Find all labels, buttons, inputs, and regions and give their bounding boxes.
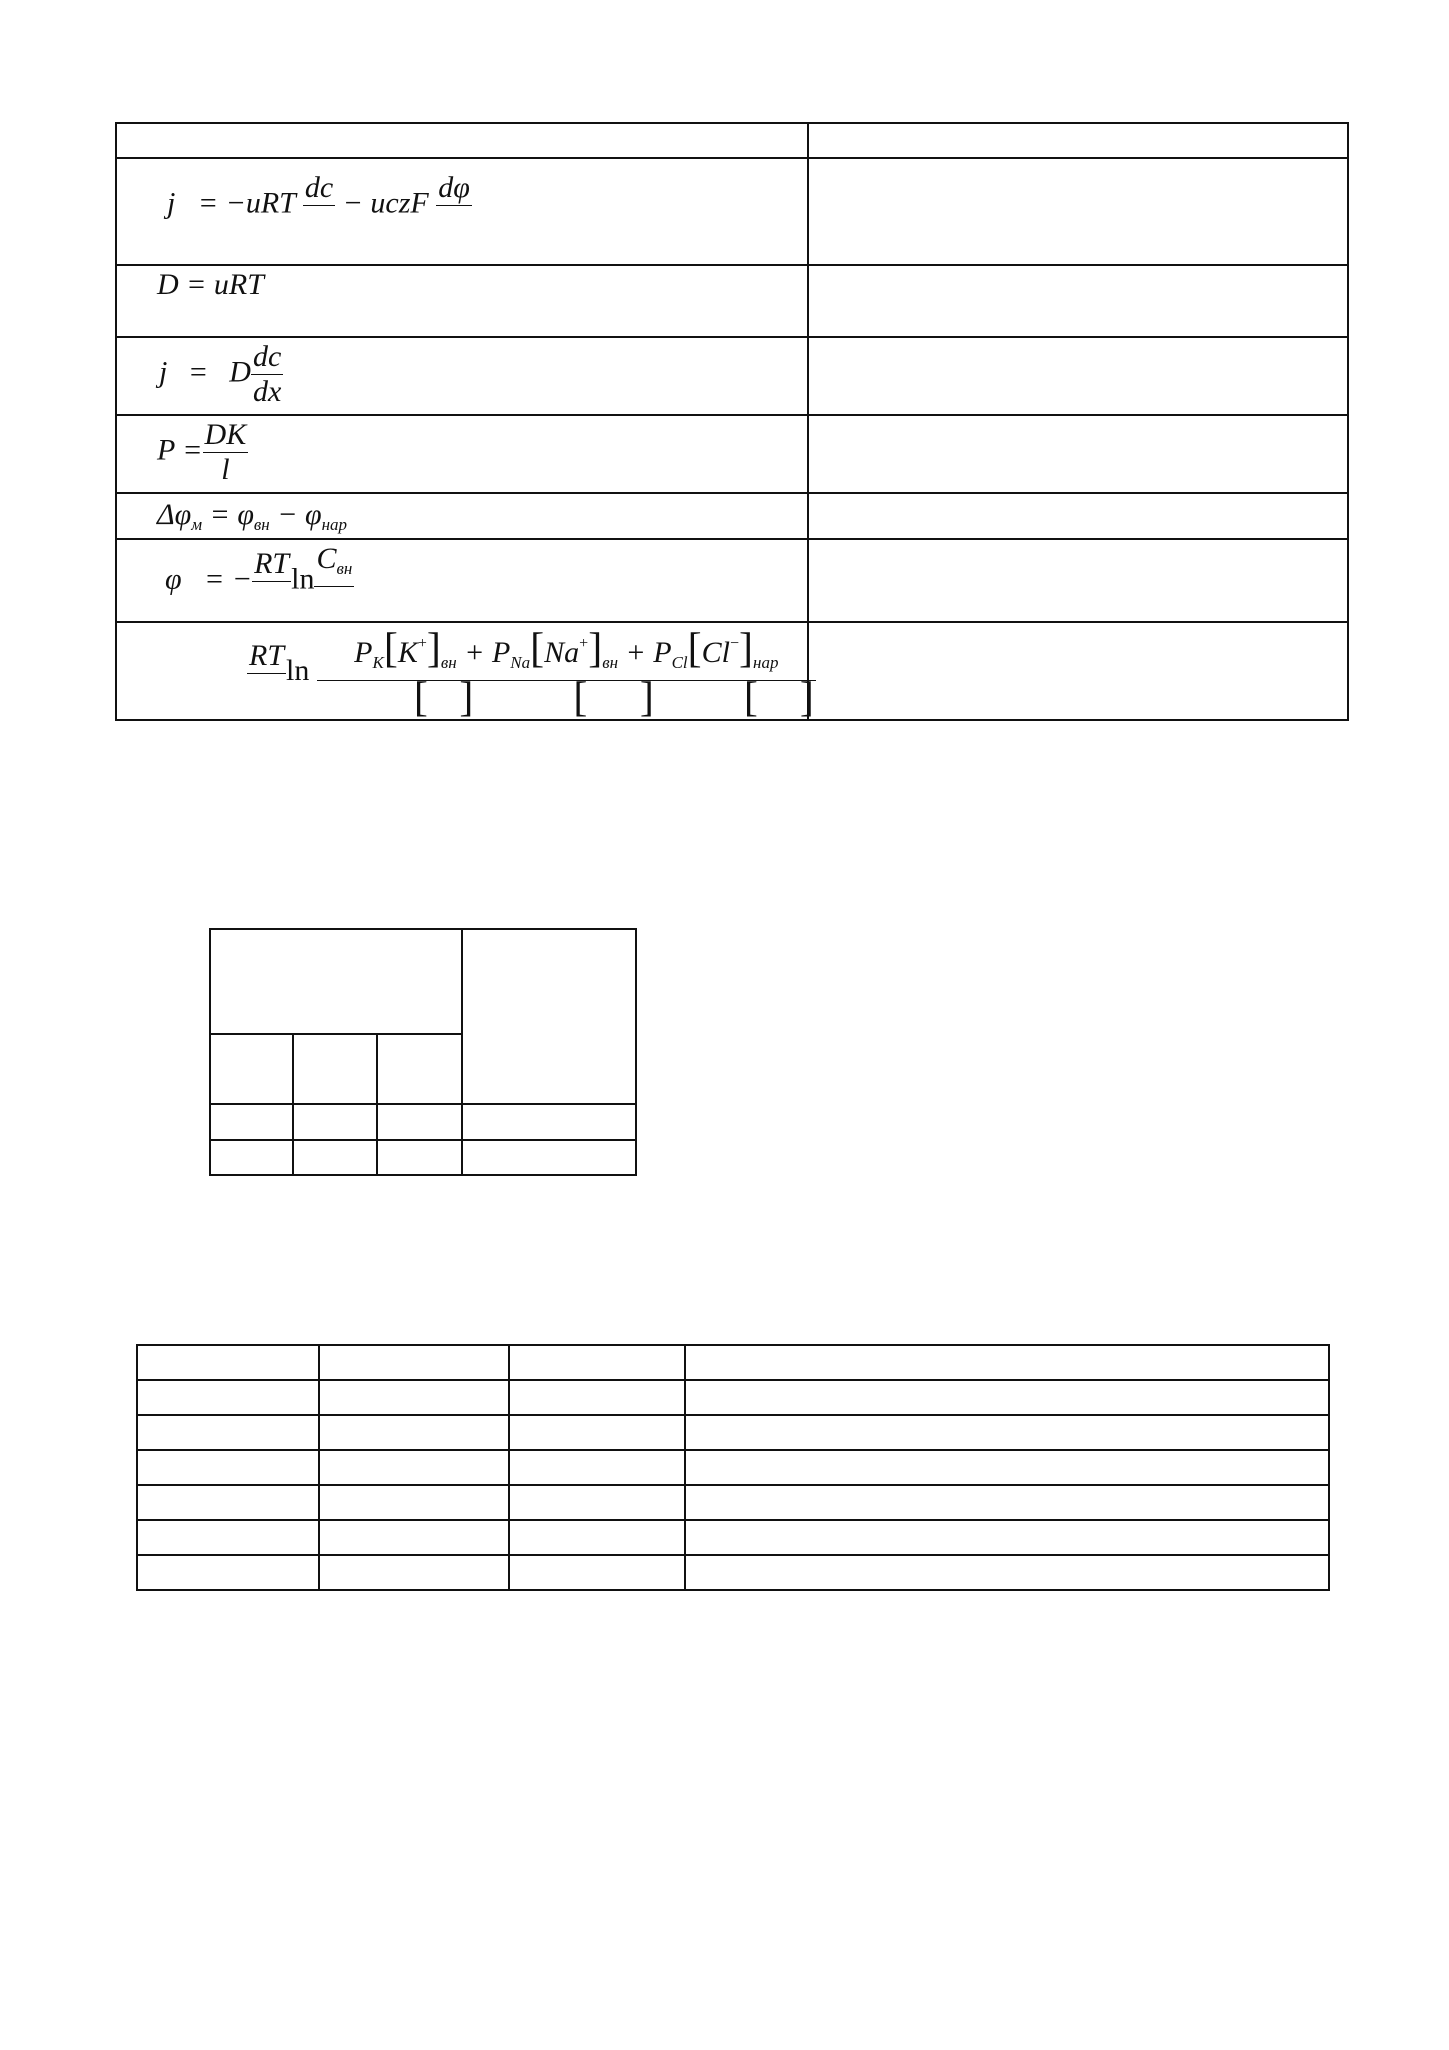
fraction-numerator: RT <box>254 547 290 580</box>
data-table-cell <box>319 1450 509 1485</box>
formula-term: ln <box>286 653 310 687</box>
small-table-cell <box>210 1140 293 1175</box>
small-table-header-row <box>210 929 636 1034</box>
diffusion-formula: D = uRT <box>157 268 264 301</box>
fraction <box>203 418 249 487</box>
data-table <box>136 1344 1330 1591</box>
small-table <box>209 928 637 1176</box>
data-table-cell <box>509 1415 685 1450</box>
formula-superscript: − <box>730 635 740 652</box>
data-table-cell <box>685 1485 1329 1520</box>
fraction-numerator: DK <box>204 418 247 451</box>
small-table-merged-header <box>210 929 462 1034</box>
fraction-numerator: dφ <box>438 171 470 204</box>
data-table-cell <box>137 1345 319 1380</box>
header-cell-description <box>808 123 1348 158</box>
header-cell-formula <box>116 123 808 158</box>
small-table-cell <box>293 1104 378 1140</box>
formula-term: = −uRT <box>197 186 296 220</box>
description-cell <box>808 337 1348 415</box>
data-table-cell <box>137 1450 319 1485</box>
data-table-cell <box>685 1450 1329 1485</box>
small-table-cell <box>377 1104 462 1140</box>
formula-symbol: φ <box>165 562 182 596</box>
data-table-row <box>137 1345 1329 1380</box>
formula-row <box>116 158 1348 265</box>
nernst-formula <box>165 542 354 621</box>
data-table-cell <box>509 1555 685 1590</box>
small-table-cell <box>293 1034 378 1104</box>
fraction <box>247 639 286 708</box>
formula-subscript: вн <box>440 653 457 672</box>
formula-term: − φ <box>269 498 322 531</box>
fraction-numerator: dc <box>304 171 334 204</box>
formula-superscript: + <box>417 635 427 652</box>
formula-term: = φ <box>209 498 254 531</box>
description-cell <box>808 265 1348 337</box>
formula-subscript: вн <box>253 515 270 534</box>
formula-subscript: м <box>191 515 203 534</box>
formula-subscript: нар <box>321 515 348 534</box>
description-cell <box>808 622 1348 720</box>
data-table-row <box>137 1555 1329 1590</box>
data-table-cell <box>319 1415 509 1450</box>
data-table-row <box>137 1415 1329 1450</box>
data-table-cell <box>509 1450 685 1485</box>
formula-row <box>116 337 1348 415</box>
small-table-cell <box>377 1034 462 1104</box>
formula-symbol: j <box>159 355 168 389</box>
data-table-cell <box>685 1380 1329 1415</box>
formula-term: + P <box>464 636 511 669</box>
formula-cell-diffusion <box>116 265 808 337</box>
formula-cell-ghk <box>116 622 814 721</box>
formula-cell-flux <box>116 158 808 265</box>
formula-term: = <box>189 355 207 389</box>
fraction-numerator: dc <box>252 340 282 373</box>
formula-symbol: j <box>167 186 176 220</box>
formula-term: P = <box>157 433 203 467</box>
formula-term: − uczF <box>342 186 429 220</box>
formula-term: + P <box>625 636 672 669</box>
ghk-fraction: $\frac{P_K[K^+]_{вн} + P_{Na}[Na^+]_{вн} + P_{Cl}[Cl^-]_{нар}}{[ ] [ ] [ ]}$ <box>317 627 816 719</box>
data-table-cell <box>319 1380 509 1415</box>
data-table-cell <box>137 1555 319 1590</box>
formula-subscript: Cl <box>671 653 688 672</box>
small-table-cell <box>293 1140 378 1175</box>
data-table-cell <box>685 1520 1329 1555</box>
fraction-denominator: l <box>221 453 230 486</box>
fraction <box>314 542 354 621</box>
formula-term: ln <box>291 562 315 596</box>
data-table-row <box>137 1520 1329 1555</box>
permeability-formula <box>157 418 248 487</box>
data-table-row <box>137 1485 1329 1520</box>
fraction <box>436 171 472 240</box>
formula-symbol: Na <box>544 636 580 669</box>
fraction <box>251 340 283 409</box>
data-table-cell <box>137 1380 319 1415</box>
data-table-cell <box>137 1520 319 1555</box>
formula-symbol: D <box>229 355 251 389</box>
fraction <box>303 171 335 240</box>
formula-subscript: вн <box>336 559 353 578</box>
fraction <box>252 547 291 616</box>
formula-header-row <box>116 123 1348 158</box>
data-table-cell <box>685 1555 1329 1590</box>
small-table-row <box>210 1140 636 1175</box>
formula-subscript: K <box>372 653 384 672</box>
formula-subscript: вн <box>602 653 619 672</box>
data-table-cell <box>137 1485 319 1520</box>
fick-formula <box>159 340 283 409</box>
data-table-row <box>137 1450 1329 1485</box>
formula-symbol: Cl <box>701 636 731 669</box>
fraction-denominator: dx <box>252 375 282 408</box>
membrane-potential-formula <box>157 498 347 535</box>
small-table-row <box>210 1104 636 1140</box>
formula-row <box>116 539 1348 622</box>
description-cell <box>808 415 1348 493</box>
formula-subscript: нар <box>753 653 779 672</box>
data-table-cell <box>685 1415 1329 1450</box>
formula-term: = − <box>204 562 253 596</box>
formula-symbol: K <box>397 636 418 669</box>
formula-symbol: Δφ <box>157 498 192 531</box>
description-cell <box>808 158 1348 265</box>
data-table-cell <box>509 1345 685 1380</box>
data-table-cell <box>685 1345 1329 1380</box>
data-table-cell <box>319 1555 509 1590</box>
formula-row <box>116 493 1348 539</box>
flux-formula <box>167 171 472 240</box>
data-table-row <box>137 1380 1329 1415</box>
small-table-side-header <box>462 929 636 1104</box>
formula-superscript: + <box>579 635 589 652</box>
small-table-cell <box>377 1140 462 1175</box>
formula-row <box>116 265 1348 337</box>
formula-row <box>116 415 1348 493</box>
formula-symbol: P <box>354 636 373 669</box>
data-table-cell <box>509 1380 685 1415</box>
formula-table <box>115 122 1349 721</box>
formula-subscript: Na <box>510 653 531 672</box>
data-table-cell <box>509 1520 685 1555</box>
data-table-cell <box>137 1415 319 1450</box>
small-table-cell <box>462 1104 636 1140</box>
formula-cell-membrane-potential <box>116 493 808 539</box>
formula-cell-permeability <box>116 415 808 493</box>
small-table-cell <box>210 1034 293 1104</box>
fraction-numerator: RT <box>249 638 285 672</box>
data-table-cell <box>319 1520 509 1555</box>
fraction-numerator: C <box>316 542 337 575</box>
data-table-cell <box>509 1485 685 1520</box>
ghk-formula <box>247 627 816 719</box>
data-table-cell <box>319 1345 509 1380</box>
small-table-cell <box>462 1140 636 1175</box>
formula-row <box>116 622 1348 720</box>
description-cell <box>808 539 1348 622</box>
data-table-cell <box>319 1485 509 1520</box>
formula-cell-fick <box>116 337 808 415</box>
small-table-cell <box>210 1104 293 1140</box>
description-cell <box>808 493 1348 539</box>
formula-cell-nernst <box>116 539 808 622</box>
